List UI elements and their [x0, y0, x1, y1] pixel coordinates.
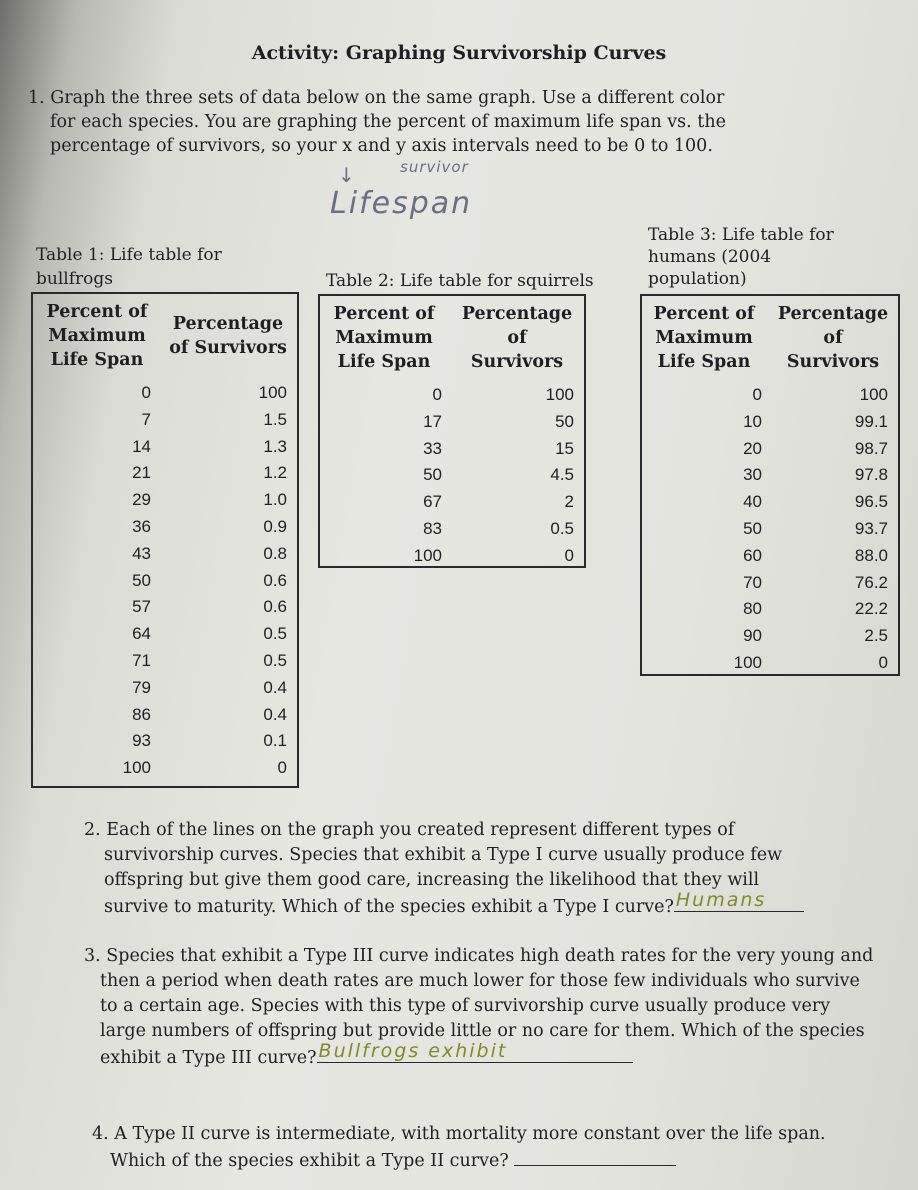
question-2 [84, 818, 844, 920]
table-cell: 64 [132, 624, 151, 644]
question-3 [84, 944, 884, 1071]
table-2-caption: Table 2: Life table for squirrels [326, 271, 594, 291]
handwritten-lifespan-note: Lifespan [330, 186, 473, 221]
question-3-line-2: then a period when death rates are much lower for those few individuals who survive [100, 971, 860, 991]
table-cell: 100 [733, 652, 762, 672]
table-3-humans [640, 294, 900, 676]
table-3-caption-line-3: population) [648, 269, 747, 289]
question-4 [92, 1122, 852, 1174]
table-cell: 100 [258, 383, 287, 402]
table-3-column-lifespan [642, 382, 762, 677]
table-cell: 0.5 [263, 650, 287, 670]
question-2-line-2: survivorship curves. Species that exhibit a Type I curve usually produce few [104, 845, 783, 865]
table-cell: 60 [743, 545, 762, 565]
table-cell: 0 [277, 758, 287, 778]
header-line: Life Span [657, 352, 751, 372]
header-line: Survivors [470, 352, 564, 372]
question-4-line-2 [92, 1147, 852, 1174]
table-cell: 0.4 [263, 677, 287, 697]
table-cell: 70 [743, 572, 762, 592]
handwritten-arrow: ↓ [338, 163, 355, 187]
header-line: Percentage [461, 304, 573, 324]
table-cell: 96.5 [854, 492, 888, 512]
table-cell: 100 [413, 545, 442, 565]
table-cell: 14 [132, 436, 151, 456]
table-cell: 0.5 [550, 518, 574, 538]
table-cell: 7 [141, 409, 151, 429]
table-cell: 0.5 [263, 624, 287, 644]
table-cell: 29 [132, 490, 151, 510]
question-1 [28, 86, 748, 158]
table-cell: 0 [432, 385, 442, 404]
question-1-line-2: for each species. You are graphing the percent of maximum life span vs. the [50, 112, 726, 132]
table-cell: 97.8 [854, 465, 888, 485]
question-3-handwritten-answer: Bullfrogs exhibit [318, 1040, 508, 1062]
question-2-handwritten-answer: Humans [675, 889, 767, 911]
header-line: of [823, 328, 843, 348]
table-cell: 0.4 [263, 704, 287, 724]
table-cell: 100 [859, 385, 888, 404]
table-cell: 0 [564, 545, 574, 565]
table-1-caption-line-2: bullfrogs [36, 269, 113, 289]
table-cell: 2 [564, 492, 574, 512]
question-4-prompt: Which of the species exhibit a Type II curve? [110, 1151, 509, 1171]
table-3-caption-line-1: Table 3: Life table for [648, 225, 834, 245]
table-1-caption [36, 244, 222, 290]
question-2-line-3: offspring but give them good care, increasing the likelihood that they will [104, 870, 760, 890]
table-cell: 30 [743, 465, 762, 485]
table-cell: 50 [423, 465, 442, 485]
question-4-line-1: 4. A Type II curve is intermediate, with mortality more constant over the life span. [92, 1124, 826, 1144]
table-3-column-survivors [792, 382, 888, 677]
table-cell: 0 [878, 652, 888, 672]
header-line: Percentage [777, 304, 889, 324]
table-cell: 50 [132, 570, 151, 590]
table-cell: 100 [122, 758, 151, 778]
table-cell: 99.1 [854, 411, 888, 431]
table-3-caption [648, 224, 834, 290]
table-cell: 20 [743, 438, 762, 458]
table-cell: 0.6 [263, 570, 287, 590]
question-3-line-3: to a certain age. Species with this type of survivorship curve usually produce very [100, 996, 831, 1016]
header-line: Percent of [46, 302, 148, 322]
table-cell: 100 [545, 385, 574, 404]
question-4-answer-blank[interactable] [514, 1147, 676, 1166]
header-line: of [507, 328, 527, 348]
table-cell: 88.0 [854, 545, 888, 565]
table-2-header-survivors [452, 302, 582, 374]
header-line: Percentage [172, 314, 284, 334]
question-1-line-3: percentage of survivors, so your x and y axis intervals need to be 0 to 100. [50, 136, 713, 156]
table-1-header-lifespan [39, 300, 155, 372]
table-cell: 1.5 [263, 409, 287, 429]
question-3-prompt: exhibit a Type III curve? [100, 1048, 317, 1068]
table-cell: 71 [132, 650, 151, 670]
table-cell: 1.0 [263, 490, 287, 510]
table-1-column-lifespan [33, 380, 151, 782]
table-cell: 21 [132, 463, 151, 483]
table-cell: 0.9 [263, 516, 287, 536]
table-cell: 22.2 [854, 599, 888, 619]
header-line: Maximum [655, 328, 753, 348]
question-2-line-4 [84, 889, 844, 920]
table-cell: 1.3 [263, 436, 287, 456]
table-cell: 98.7 [854, 438, 888, 458]
table-1-caption-line-1: Table 1: Life table for [36, 245, 222, 265]
table-cell: 79 [132, 677, 151, 697]
question-2-prompt: survive to maturity. Which of the species exhibit a Type I curve? [104, 897, 674, 917]
handwritten-survivor-note: survivor [400, 158, 469, 176]
header-line: Percent of [653, 304, 755, 324]
question-3-line-5 [84, 1040, 884, 1071]
table-cell: 4.5 [550, 465, 574, 485]
table-cell: 40 [743, 492, 762, 512]
header-line: Percent of [333, 304, 435, 324]
table-cell: 0.1 [263, 731, 287, 751]
table-cell: 43 [132, 543, 151, 563]
table-1-header-survivors [161, 312, 295, 360]
header-line: Maximum [48, 326, 146, 346]
table-2-header-lifespan [328, 302, 440, 374]
table-cell: 67 [423, 492, 442, 512]
question-1-line-1: 1. Graph the three sets of data below on the same graph. Use a different color [28, 88, 725, 108]
question-2-line-1: 2. Each of the lines on the graph you created represent different types of [84, 820, 735, 840]
page-title: Activity: Graphing Survivorship Curves [251, 42, 667, 64]
question-2-answer-blank[interactable] [674, 889, 804, 912]
table-3-header-lifespan [648, 302, 760, 374]
table-cell: 36 [132, 516, 151, 536]
table-1-column-survivors [183, 380, 287, 782]
question-3-line-4: large numbers of offspring but provide little or no care for them. Which of the species [100, 1021, 865, 1041]
table-cell: 50 [555, 411, 574, 431]
table-cell: 93.7 [854, 518, 888, 538]
table-cell: 0.6 [263, 597, 287, 617]
table-1-bullfrogs [31, 292, 299, 788]
table-cell: 90 [743, 626, 762, 646]
header-line: Life Span [50, 350, 144, 370]
table-cell: 0 [141, 383, 151, 402]
table-3-header-survivors [770, 302, 896, 374]
table-cell: 80 [743, 599, 762, 619]
table-cell: 50 [743, 518, 762, 538]
table-3-caption-line-2: humans (2004 [648, 247, 772, 267]
table-cell: 2.5 [864, 626, 888, 646]
table-cell: 0.8 [263, 543, 287, 563]
table-cell: 86 [132, 704, 151, 724]
table-2-column-survivors [470, 382, 574, 570]
table-cell: 33 [423, 438, 442, 458]
table-cell: 15 [555, 438, 574, 458]
table-cell: 57 [132, 597, 151, 617]
table-2-column-lifespan [320, 382, 442, 570]
header-line: of Survivors [169, 338, 287, 358]
header-line: Life Span [337, 352, 431, 372]
question-3-line-1: 3. Species that exhibit a Type III curve indicates high death rates for the very young and [84, 946, 874, 966]
table-cell: 1.2 [263, 463, 287, 483]
question-3-answer-blank[interactable] [317, 1040, 633, 1063]
table-2-squirrels [318, 294, 586, 568]
header-line: Survivors [786, 352, 880, 372]
header-line: Maximum [335, 328, 433, 348]
table-cell: 76.2 [854, 572, 888, 592]
table-cell: 17 [423, 411, 442, 431]
table-cell: 0 [752, 385, 762, 404]
table-cell: 83 [423, 518, 442, 538]
table-cell: 10 [743, 411, 762, 431]
table-cell: 93 [132, 731, 151, 751]
